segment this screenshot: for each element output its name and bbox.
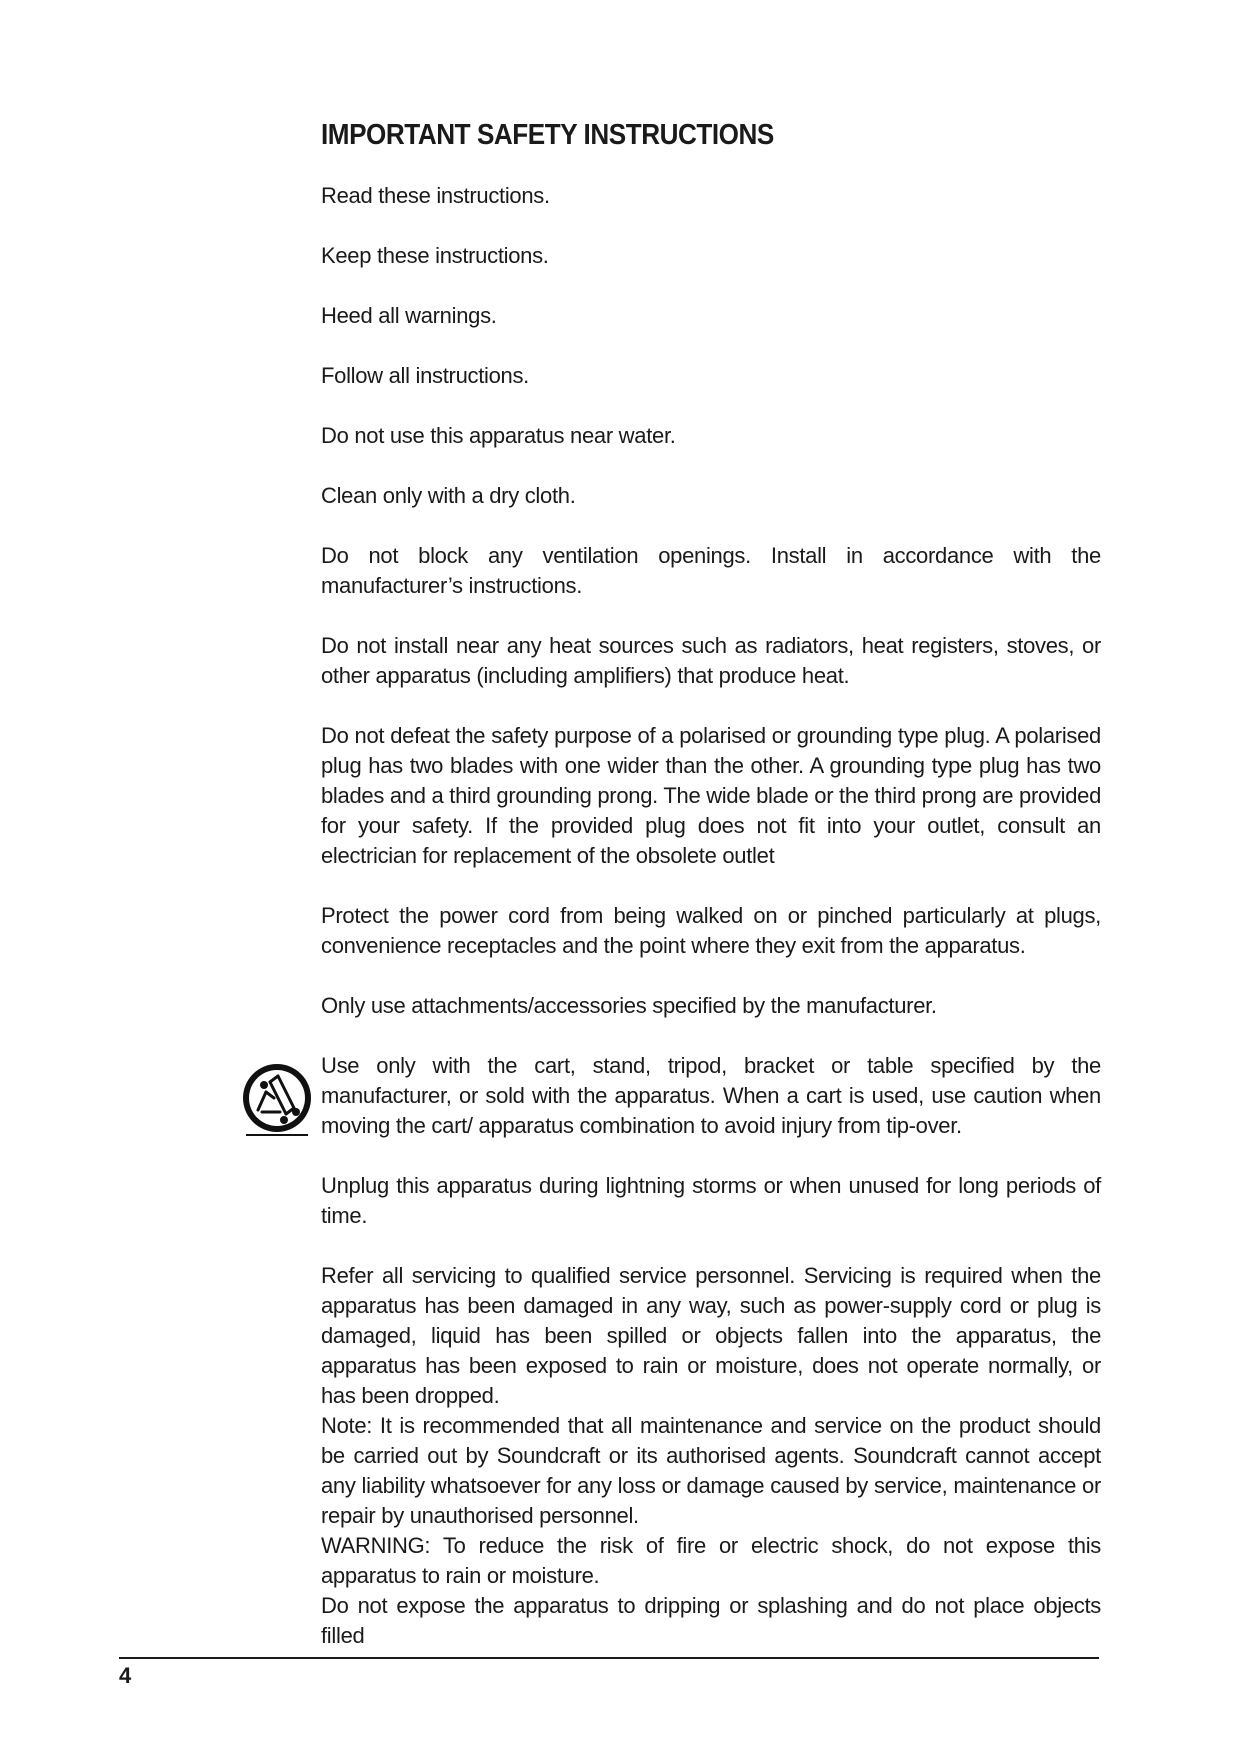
paragraph-heat-sources: Do not install near any heat sources such as radiators, heat registers, stoves, or other apparatus (including amplifiers) that produce heat. — [321, 633, 1101, 688]
paragraph-attachments: Only use attachments/accessories specified by the manufacturer. — [321, 993, 937, 1018]
paragraph-near-water: Do not use this apparatus near water. — [321, 423, 676, 448]
page-number: 4 — [119, 1663, 132, 1688]
paragraph-read-instructions: Read these instructions. — [321, 183, 550, 208]
paragraph-dry-cloth: Clean only with a dry cloth. — [321, 483, 576, 508]
page-title: IMPORTANT SAFETY INSTRUCTIONS — [321, 119, 774, 151]
paragraph-keep-instructions: Keep these instructions. — [321, 243, 549, 268]
paragraph-polarised-plug: Do not defeat the safety purpose of a polarised or grounding type plug. A polarised plug has two blades with one wider than the other. A grounding type plug has two blades and a third grounding prong. The wide blade or the third prong are provided for your safety. If the provided plug does not fit into your outlet, consult an electrician for replacement of the obsolete outlet — [321, 723, 1101, 868]
paragraph-dripping: Do not expose the apparatus to dripping or splashing and do not place objects filled — [321, 1593, 1101, 1648]
paragraph-follow-instructions: Follow all instructions. — [321, 363, 529, 388]
paragraph-note-maintenance: Note: It is recommended that all maintenance and service on the product should be carried out by Soundcraft or its authorised agents. Soundcraft cannot accept any liability whatsoever for any loss or damage caused by service, maintenance or repair by unauthorised personnel. — [321, 1413, 1101, 1528]
paragraph-ventilation: Do not block any ventilation openings. Install in accordance with the manufacturer’s instructions. — [321, 543, 1101, 598]
paragraph-lightning: Unplug this apparatus during lightning storms or when unused for long periods of time. — [321, 1173, 1101, 1228]
paragraph-warning-fire: WARNING: To reduce the risk of fire or electric shock, do not expose this apparatus to rain or moisture. — [321, 1533, 1101, 1588]
paragraph-heed-warnings: Heed all warnings. — [321, 303, 497, 328]
footer-rule — [119, 1657, 1099, 1659]
cart-tip-over-warning-icon — [240, 1062, 314, 1138]
paragraph-cart-stand: Use only with the cart, stand, tripod, bracket or table specified by the manufacturer, or sold with the apparatus. When a cart is used, use caution when moving the cart/ apparatus combination to avoid injury from tip-over. — [321, 1053, 1101, 1138]
paragraph-servicing: Refer all servicing to qualified service personnel. Servicing is required when the apparatus has been damaged in any way, such as power-supply cord or plug is damaged, liquid has been spilled or objects fallen into the apparatus, the apparatus has been exposed to rain or moisture, does not operate normally, or has been dropped. — [321, 1263, 1101, 1408]
paragraph-power-cord: Protect the power cord from being walked on or pinched particularly at plugs, convenience receptacles and the point where they exit from the apparatus. — [321, 903, 1101, 958]
